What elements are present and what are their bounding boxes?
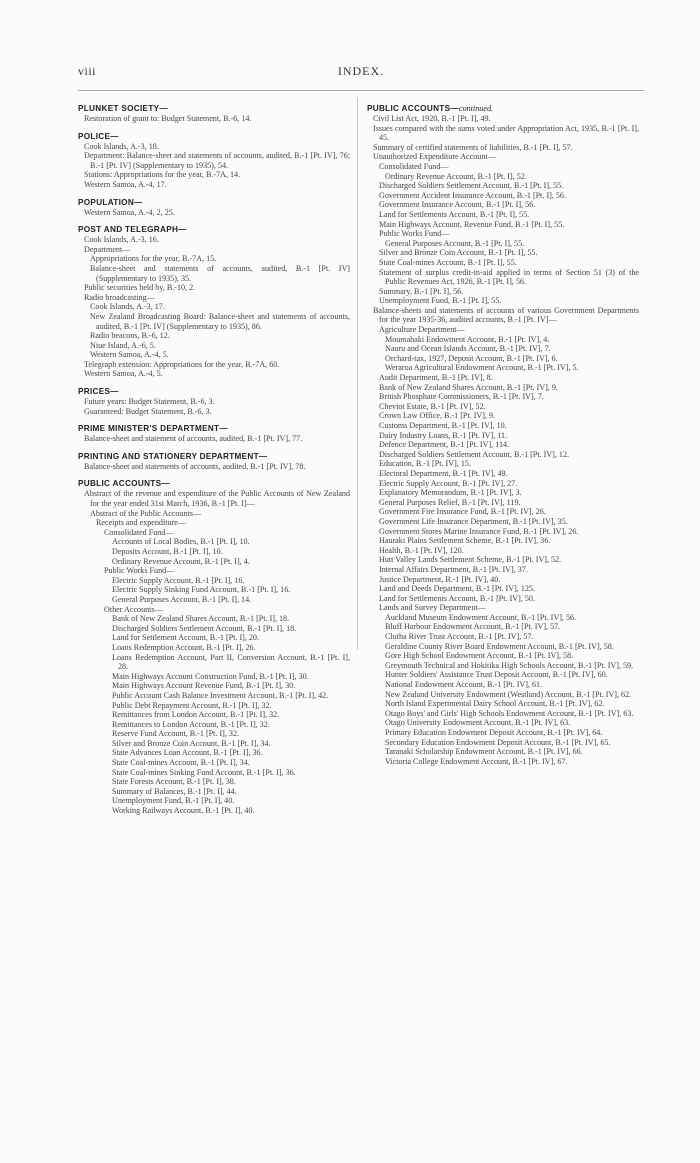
- index-entry: State Coal-mines Account, B.-1 [Pt. I], 55.: [379, 257, 517, 267]
- index-entry: Department—: [84, 244, 131, 254]
- index-entry: Main Highways Account Construction Fund, B.-1 [Pt. I], 30.: [112, 671, 309, 681]
- right-column: [367, 104, 639, 774]
- index-entry: Summary of Balances, B.-1 [Pt. I], 44.: [112, 786, 237, 796]
- section-heading-text: POPULATION—: [78, 197, 143, 207]
- index-entry: Consolidated Fund—: [379, 161, 449, 171]
- index-entry: General Purposes Account, B.-1 [Pt. I], 14.: [112, 594, 252, 604]
- index-entry: Land for Settlements Account, B.-1 [Pt. IV], 50.: [379, 593, 536, 603]
- index-entry: Discharged Soldiers Settlement Account, B.-1 [Pt. I], 55.: [379, 181, 564, 191]
- index-entry: Electoral Department, B.-1 [Pt. IV], 49.: [379, 468, 508, 478]
- index-entry: Main Highways Account, Revenue Fund, B.-1 [Pt. I], 55.: [379, 219, 565, 229]
- index-entry: Public securities held by, B.-10, 2.: [84, 283, 196, 293]
- section-heading: [78, 132, 350, 142]
- index-entry: Appropriations for the year, B.-7A, 15.: [90, 254, 217, 264]
- index-entry: General Purposes Account, B.-1 [Pt. I], 55.: [385, 238, 525, 248]
- index-entry: Hutt Valley Lands Settlement Scheme, B.-1 [Pt. IV], 52.: [379, 555, 562, 565]
- index-entry: State Coal-mines Account, B.-1 [Pt. I], 34.: [112, 758, 250, 768]
- index-entry: Working Railways Account, B.-1 [Pt. I], 40.: [112, 806, 255, 816]
- index-entry: Land for Settlements Account, B.-1 [Pt. I], 55.: [379, 209, 530, 219]
- index-entry: Remittances from London Account, B.-1 [Pt. I], 32.: [112, 710, 280, 720]
- index-section: [78, 225, 350, 379]
- index-entry: General Purposes Relief, B.-1 [Pt. IV], 119.: [379, 497, 521, 507]
- index-entry: Bank of New Zealand Shares Account, B.-1 [Pt. IV], 9.: [379, 382, 558, 392]
- index-section: [78, 132, 350, 190]
- section-heading-text: POST AND TELEGRAPH—: [78, 225, 187, 235]
- index-entry: National Endowment Account, B.-1 [Pt. IV], 61.: [385, 680, 543, 690]
- index-entry: Unemployment Fund, B.-1 [Pt. I], 40.: [112, 796, 235, 806]
- index-entry: Nauru and Ocean Islands Account, B.-1 [Pt. IV], 7.: [385, 344, 551, 354]
- index-entry: Ordinary Revenue Account, B.-1 [Pt. I], 4.: [112, 556, 250, 566]
- index-entry: Unauthorized Expenditure Account—: [373, 152, 496, 162]
- page-header: [78, 64, 644, 80]
- header-rule: [78, 90, 644, 91]
- index-entry: Issues compared with the sums voted under Appropriation Act, 1935, B.-1 [Pt. I], 45.: [373, 123, 639, 143]
- index-section: [367, 104, 639, 766]
- index-entry: State Advances Loan Account, B.-1 [Pt. I], 36.: [112, 748, 263, 758]
- index-entry: Explanatory Memorandum, B.-1 [Pt. IV], 3.: [379, 488, 522, 498]
- index-entry: Health, B.-1 [Pt. IV], 120.: [379, 545, 464, 555]
- section-heading: [78, 387, 350, 397]
- page-number: viii: [78, 64, 97, 78]
- index-entry: Secondary Education Endowment Deposit Account, B.-1 [Pt. IV], 65.: [385, 737, 611, 747]
- index-entry: Otago University Endowment Account, B.-1 [Pt. IV], 63.: [385, 718, 571, 728]
- index-entry: Crown Law Office, B.-1 [Pt. IV], 9.: [379, 411, 496, 421]
- index-entry: Moumahaki Endowment Account, B.-1 [Pt. IV], 4.: [385, 334, 550, 344]
- index-entry: Radio broadcasting—: [84, 292, 155, 302]
- index-entry: Accounts of Local Bodies, B.-1 [Pt. I], 10.: [112, 537, 250, 547]
- index-entry: Statement of surplus credit-in-aid applied in terms of Section 51 (3) of the Public Revenues Act, 1926, B.-1 [Pt. I], 56.: [379, 267, 639, 287]
- index-entry: Reserve Fund Account, B.-1 [Pt. I], 32.: [112, 729, 240, 739]
- index-entry: Abstract of the revenue and expenditure of the Public Accounts of New Zealand for the year ended 31st March, 1936, B.-1 [Pt. I]—: [84, 489, 350, 509]
- index-entry: British Phosphate Commissioners, B.-1 [Pt. IV], 7.: [379, 392, 544, 402]
- index-entry: North Island Experimental Dairy School Account, B.-1 [Pt. IV], 62.: [385, 699, 605, 709]
- index-entry: New Zealand Broadcasting Board: Balance-sheet and statements of accounts, audited, B.-1 [Pt. IV] (Supplementary to 1935), 86.: [90, 311, 350, 331]
- index-entry: Deposits Account, B.-1 [Pt. I], 10.: [112, 547, 223, 556]
- index-entry: Restoration of grant to: Budget Statement, B.-6, 14.: [84, 114, 252, 123]
- section-heading: [78, 225, 350, 235]
- index-entry: Other Accounts—: [104, 604, 163, 614]
- index-entry: Dairy Industry Loans, B.-1 [Pt. IV], 11.: [379, 430, 508, 440]
- index-entry: Department: Balance-sheet and statements of accounts, audited, B.-1 [Pt. IV], 76; B.-1 [Pt. IV] (Supplementary to 1935), 54.: [84, 151, 350, 170]
- index-entry: Justice Department, B.-1 [Pt. IV], 40.: [379, 574, 501, 584]
- index-entry: Public Account Cash Balance Investment Account, B.-1 [Pt. I], 42.: [112, 690, 329, 700]
- index-entry: Niue Island, A.-6, 5.: [90, 340, 156, 350]
- index-section: [78, 104, 350, 124]
- index-entry: Summary, B.-1 [Pt. I], 56.: [379, 286, 464, 296]
- index-entry: Silver and Bronze Coin Account, B.-1 [Pt. I], 55.: [379, 248, 538, 258]
- index-entry: New Zealand University Endowment (Westland) Account, B.-1 [Pt. IV], 62.: [385, 689, 632, 699]
- index-entry: Land and Deeds Department, B.-1 [Pt. IV], 125.: [379, 584, 535, 594]
- index-entry: Balance-sheet and statements of accounts, audited, B.-1 [Pt. IV] (Supplementary to 1935), 35.: [90, 263, 350, 283]
- section-heading: [78, 198, 350, 208]
- index-entry: Discharged Soldiers Settlement Account, B.-1 [Pt. IV], 12.: [379, 449, 570, 459]
- index-entry: Balance-sheet and statement of accounts, audited, B.-1 [Pt. IV], 77.: [84, 434, 303, 444]
- index-entry: Loans Redemption Account, B.-1 [Pt. I], 26.: [112, 642, 256, 652]
- section-heading-text: PLUNKET SOCIETY—: [78, 104, 168, 113]
- section-heading: [78, 424, 350, 434]
- index-entry: Otago Boys' and Girls' High Schools Endowment Account, B.-1 [Pt. IV], 63.: [385, 708, 634, 718]
- index-entry: Government Fire Insurance Fund, B.-1 [Pt. IV], 26.: [379, 507, 546, 517]
- index-entry: Receipts and expenditure—: [96, 518, 186, 528]
- index-entry: Cook Islands, A.-3, 16.: [84, 235, 159, 245]
- section-heading-text: PRIME MINISTER'S DEPARTMENT—: [78, 424, 228, 434]
- index-entry: Loans Redemption Account, Part II, Conversion Account, B.-1 [Pt. I], 28.: [112, 652, 350, 672]
- index-entry: Customs Department, B.-1 [Pt. IV], 10.: [379, 421, 507, 430]
- index-section: [78, 424, 350, 444]
- index-entry: Unemployment Fund, B.-1 [Pt. I], 55.: [379, 296, 502, 306]
- index-entry: Government Life Insurance Department, B.-1 [Pt. IV], 35.: [379, 516, 568, 526]
- section-heading-text: PUBLIC ACCOUNTS—: [367, 104, 459, 113]
- index-entry: Electric Supply Account, B.-1 [Pt. IV], 27.: [379, 478, 518, 488]
- index-entry: Bank of New Zealand Shares Account, B.-1 [Pt. I], 18.: [112, 614, 290, 624]
- index-entry: State Coal-mines Sinking Fund Account, B.-1 [Pt. I], 36.: [112, 767, 296, 777]
- index-section: [78, 198, 350, 218]
- index-entry: Radio beacons, B.-6, 12.: [90, 331, 170, 341]
- index-entry: Discharged Soldiers Settlement Account, B.-1 [Pt. I], 18.: [112, 623, 297, 633]
- index-entry: Weraroa Agricultural Endowment Account, B.-1 [Pt. IV], 5.: [385, 363, 579, 373]
- index-entry: Hauraki Plains Settlement Scheme, B.-1 [Pt. IV], 36.: [379, 536, 551, 546]
- index-entry: Western Samoa, A.-4, 2, 25.: [84, 207, 175, 217]
- index-entry: State Forests Account, B.-1 [Pt. I], 38.: [112, 777, 236, 787]
- index-entry: Agriculture Department—: [379, 325, 465, 335]
- index-entry: Public Works Fund—: [379, 229, 450, 239]
- index-entry: Bluff Harbour Endowment Account, B.-1 [Pt. IV], 57.: [385, 622, 561, 632]
- index-entry: Cook Islands, A.-3, 18.: [84, 141, 159, 151]
- section-heading-text: PUBLIC ACCOUNTS—: [78, 479, 170, 489]
- index-entry: Future years: Budget Statement, B.-6, 3.: [84, 397, 215, 407]
- index-entry: Lands and Survey Department—: [379, 603, 486, 613]
- index-entry: Gore High School Endowment Account, B.-1 [Pt. IV], 58.: [385, 651, 574, 661]
- index-entry: Geraldine County River Board Endowment Account, B.-1 [Pt. IV], 58.: [385, 641, 614, 651]
- index-entry: Ordinary Revenue Account, B.-1 [Pt. I], 52.: [385, 171, 527, 181]
- index-section: [78, 387, 350, 416]
- section-heading-text: PRICES—: [78, 387, 119, 397]
- index-entry: Western Samoa, A.-4, 5.: [84, 369, 163, 379]
- index-entry: Balance-sheets and statements of accounts of various Government Departments for the year 1935-36, audited accounts, B.-1 [Pt. IV]—: [373, 305, 639, 325]
- page-title: INDEX.: [337, 64, 385, 78]
- index-entry: Balance-sheet and statements of accounts, audited, B.-1 [Pt. IV], 78.: [84, 461, 306, 471]
- index-entry: Taranaki Scholarship Endowment Account, B.-1 [Pt. IV], 66.: [385, 747, 583, 757]
- index-entry: Hunter Soldiers' Assistance Trust Deposit Account, B.-1 [Pt. IV], 60.: [385, 670, 608, 680]
- index-entry: Telegraph extension: Appropriations for the year, B.-7A, 60.: [84, 359, 280, 369]
- section-heading-text: POLICE—: [78, 131, 119, 141]
- index-entry: Internal Affairs Department, B.-1 [Pt. IV], 37.: [379, 564, 528, 574]
- section-heading: [367, 104, 639, 114]
- index-entry: Orchard-tax, 1927, Deposit Account, B.-1 [Pt. IV], 6.: [385, 353, 558, 363]
- index-entry: Abstract of the Public Accounts—: [90, 508, 202, 518]
- index-entry: Defence Department, B.-1 [Pt. IV], 114.: [379, 440, 510, 450]
- section-heading-text: PRINTING AND STATIONERY DEPARTMENT—: [78, 451, 268, 461]
- index-entry: Cook Islands, A.-3, 17.: [90, 302, 165, 312]
- continued-label: continued.: [458, 104, 494, 113]
- index-entry: Audit Department, B.-1 [Pt. IV], 8.: [379, 373, 493, 383]
- column-divider: [357, 98, 358, 650]
- section-heading: [78, 104, 350, 114]
- index-entry: Greymouth Technical and Hokitika High Schools Account, B.-1 [Pt. IV], 59.: [385, 660, 634, 670]
- index-entry: Remittances to London Account, B.-1 [Pt. I], 32.: [112, 719, 270, 729]
- index-entry: Western Samoa, A.-4, 17.: [84, 179, 167, 189]
- index-section: [78, 452, 350, 472]
- index-entry: Victoria College Endowment Account, B.-1 [Pt. IV], 67.: [385, 756, 568, 766]
- index-entry: Stations: Appropriations for the year, B.-7A, 14.: [84, 170, 241, 180]
- index-entry: Guaranteed: Budget Statement, B.-6, 3.: [84, 406, 212, 416]
- index-entry: Civil List Act, 1920, B.-1 [Pt. I], 49.: [373, 114, 491, 123]
- index-entry: Summary of certified statements of liabilities, B.-1 [Pt. I], 57.: [373, 142, 573, 152]
- index-section: [78, 479, 350, 815]
- index-entry: Consolidated Fund—: [104, 527, 174, 537]
- index-entry: Public Debt Repayment Account, B.-1 [Pt. I], 32.: [112, 700, 272, 710]
- index-entry: Cheviot Estate, B.-1 [Pt. IV], 52.: [379, 401, 486, 411]
- index-entry: Government Stores Marine Insurance Fund, B.-1 [Pt. IV], 26.: [379, 526, 579, 536]
- index-entry: Auckland Museum Endowment Account, B.-1 [Pt. IV], 56.: [385, 612, 577, 622]
- left-column: [78, 104, 350, 824]
- index-entry: Government Accident Insurance Account, B.-1 [Pt. I], 56.: [379, 190, 567, 200]
- index-entry: Western Samoa, A.-4, 5.: [90, 350, 169, 360]
- section-heading: [78, 479, 350, 489]
- index-entry: Public Works Fund—: [104, 566, 175, 576]
- index-entry: Clutha River Trust Account, B.-1 [Pt. IV], 57.: [385, 632, 534, 642]
- index-entry: Silver and Bronze Coin Account, B.-1 [Pt. I], 34.: [112, 738, 271, 748]
- index-entry: Education, B.-1 [Pt. IV], 15.: [379, 459, 471, 469]
- index-entry: Main Highways Account Revenue Fund, B.-1 [Pt. I], 30.: [112, 681, 296, 691]
- index-entry: Land for Settlement Account, B.-1 [Pt. I], 20.: [112, 633, 260, 643]
- index-entry: Electric Supply Sinking Fund Account, B.-1 [Pt. I], 16.: [112, 585, 291, 595]
- index-entry: Electric Supply Account, B.-1 [Pt. I], 16.: [112, 575, 245, 585]
- index-entry: Government Insurance Account, B.-1 [Pt. I], 56.: [379, 200, 536, 210]
- index-entry: Primary Education Endowment Deposit Account, B.-1 [Pt. IV], 64.: [385, 728, 603, 737]
- section-heading: [78, 452, 350, 462]
